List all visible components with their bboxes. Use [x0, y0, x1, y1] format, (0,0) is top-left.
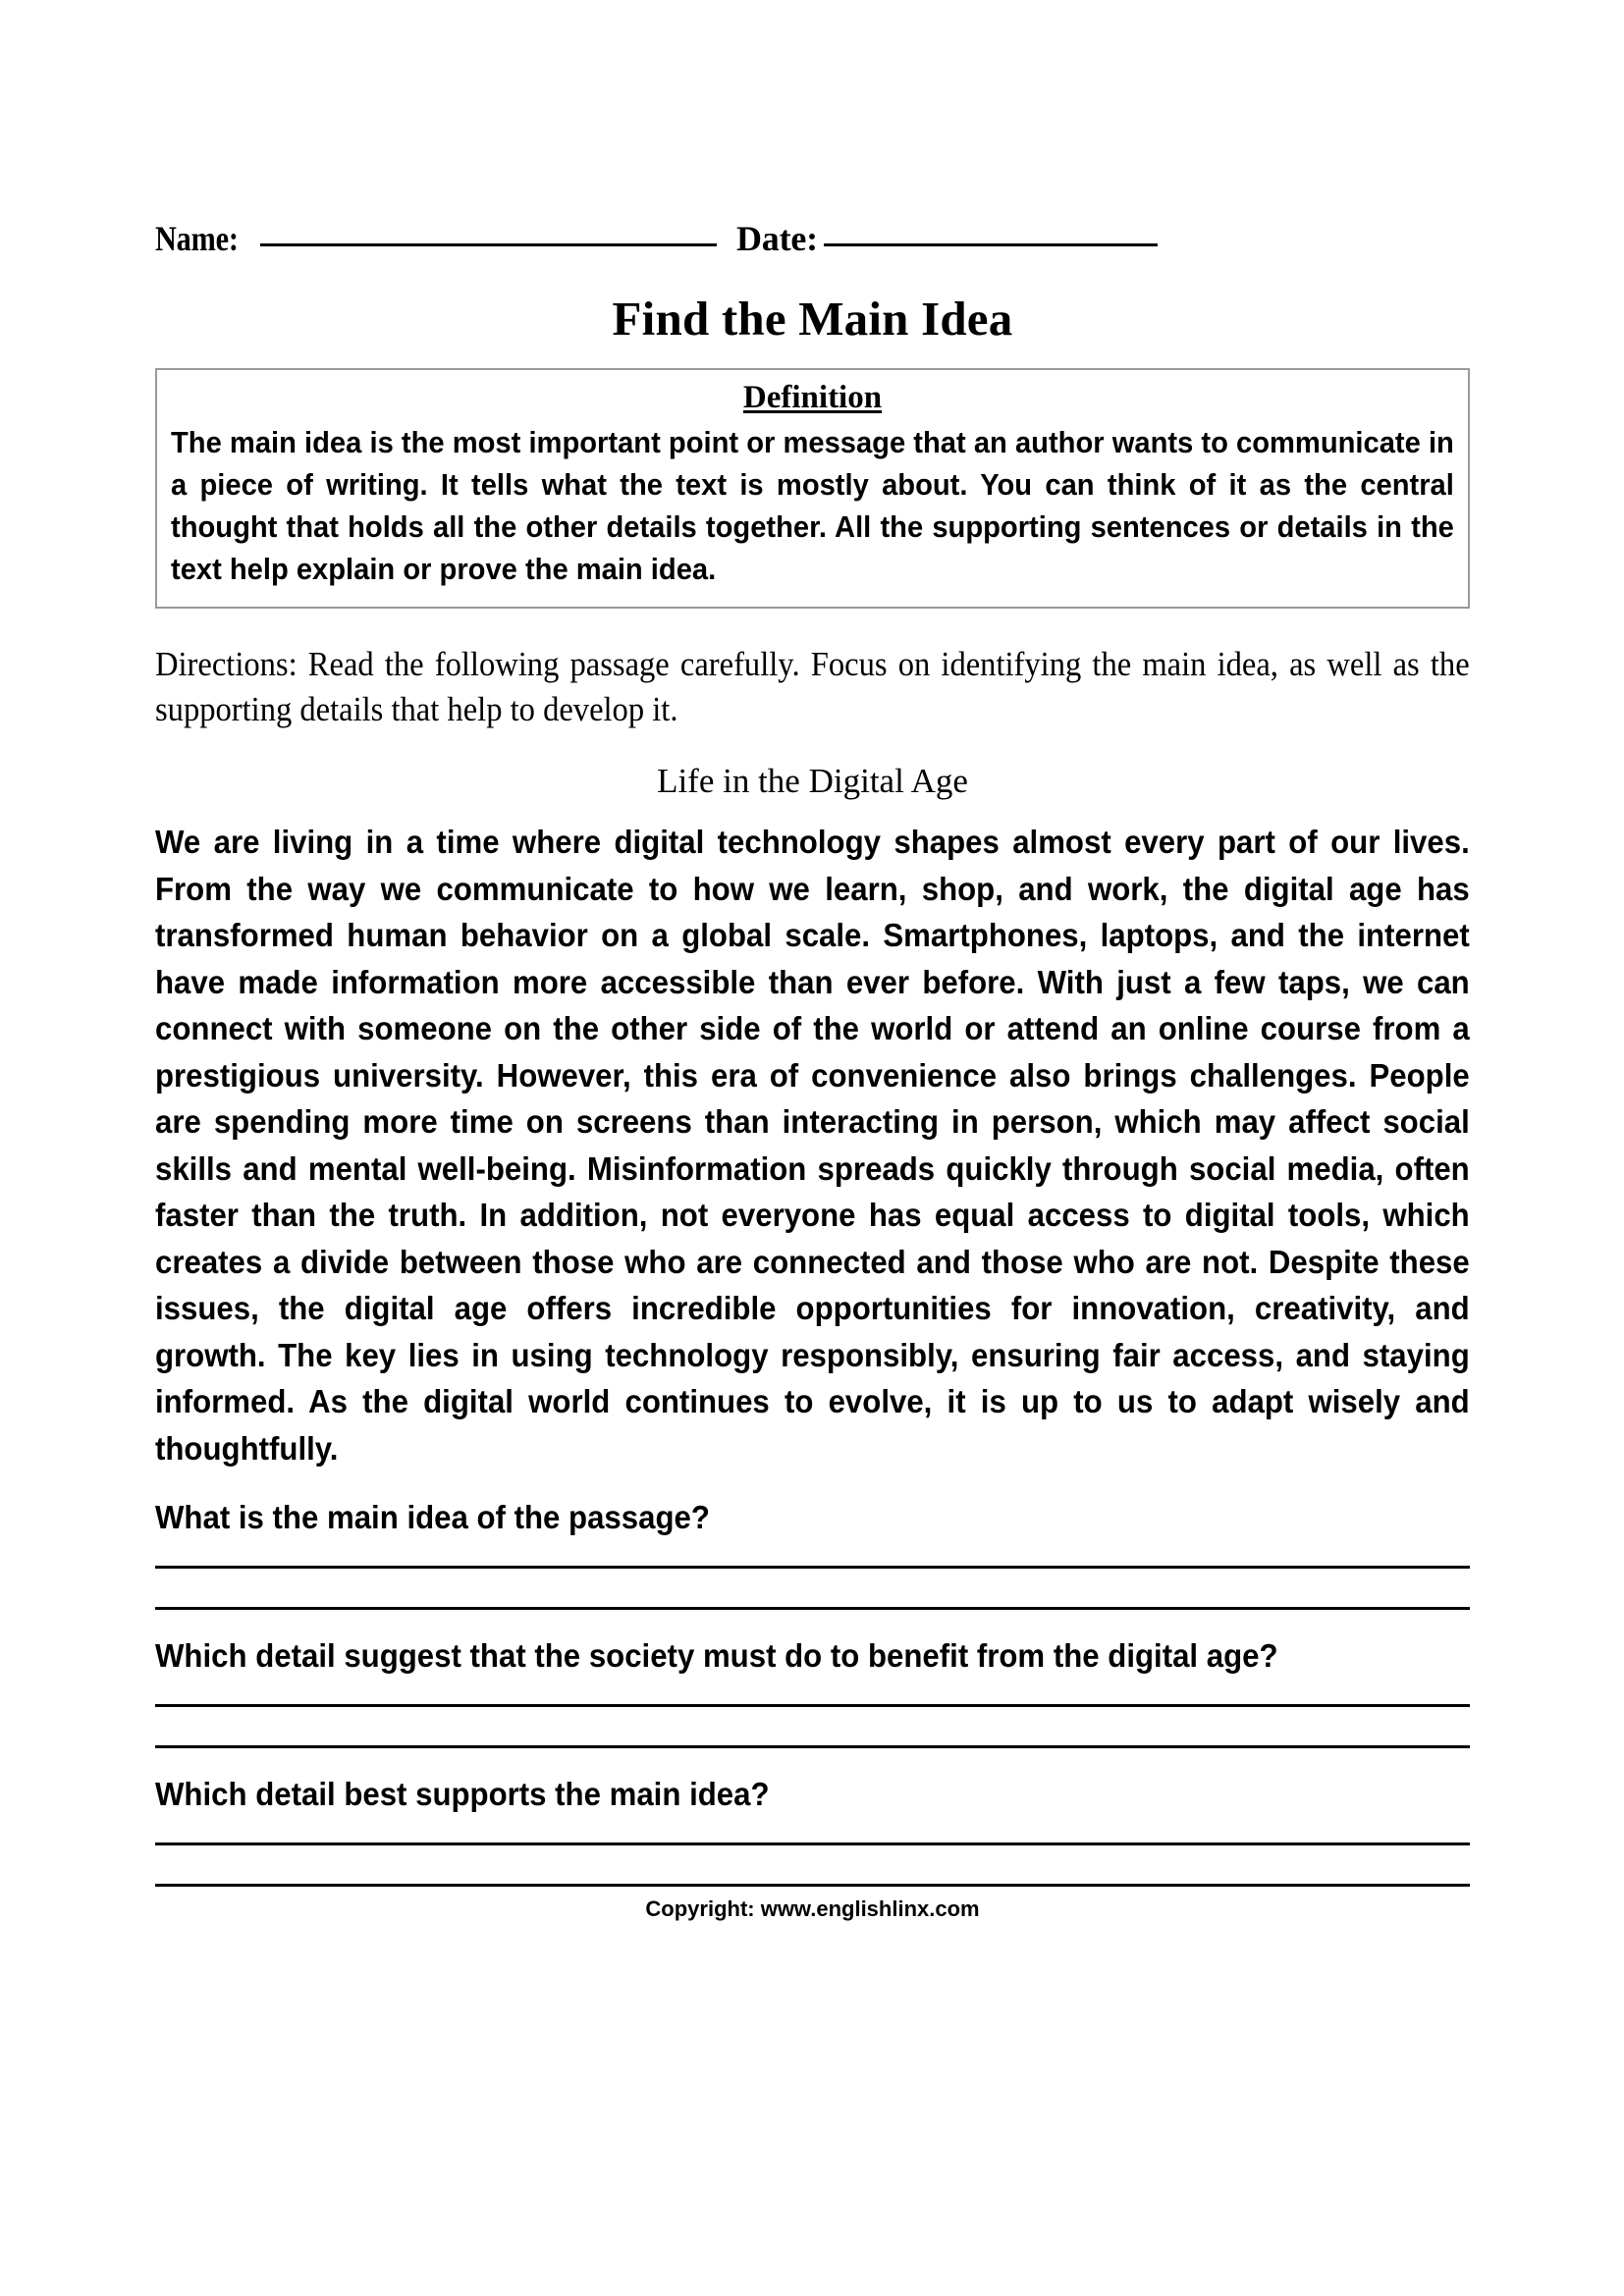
passage-body: We are living in a time where digital technology shapes almost every part of our lives. From the way we communicate to how we learn, shop, and work, the digital age has transformed human behavior on a global scale. Smartphones, laptops, and the internet have made information more accessible than ever before. With just a few taps, we can connect with someone on the other side of the world or attend an online course from a prestigious university. However, this era of convenience also brings challenges. People are spending more time on screens than interacting in person, which may affect social skills and mental well-being. Misinformation spreads quickly through social media, often faster than the truth. In addition, not everyone has equal access to digital tools, which creates a divide between those who are connected and those who are not. Despite these issues, the digital age offers incredible opportunities for innovation, creativity, and growth. The key lies in using technology responsibly, ensuring fair access, and staying informed. As the digital world continues to evolve, it is up to us to adapt wisely and thoughtfully.	[155, 824, 1470, 1467]
answer-line[interactable]	[155, 1607, 1470, 1610]
worksheet-content	[155, 218, 1470, 1922]
definition-box	[155, 368, 1470, 609]
answer-lines	[155, 1704, 1470, 1748]
definition-heading: Definition	[742, 380, 883, 415]
question-block	[155, 1635, 1470, 1748]
question-text: What is the main idea of the passage?	[155, 1499, 710, 1535]
question-block	[155, 1497, 1470, 1610]
copyright-footer: Copyright: www.englishlinx.com	[645, 1896, 980, 1921]
page-title: Find the Main Idea	[612, 292, 1013, 346]
answer-line[interactable]	[155, 1842, 1470, 1845]
name-input-line[interactable]	[260, 243, 717, 246]
answer-line[interactable]	[155, 1566, 1470, 1569]
name-date-row	[155, 218, 1470, 259]
definition-body: The main idea is the most important point or message that an author wants to communicate in a piece of writing. It tells what the text is mostly about. You can think of it as the central thought that holds all the other details together. All the supporting sentences or details in the text help explain or prove the main idea.	[171, 426, 1454, 586]
date-label: Date:	[735, 219, 818, 258]
directions-text: Directions: Read the following passage carefully. Focus on identifying the main idea, as well as the supporting details that help to develop it.	[155, 645, 1470, 728]
date-input-line[interactable]	[824, 243, 1158, 246]
name-label: Name:	[155, 219, 239, 258]
answer-line[interactable]	[155, 1745, 1470, 1748]
answer-line[interactable]	[155, 1884, 1470, 1887]
passage-title: Life in the Digital Age	[657, 762, 968, 800]
question-text: Which detail best supports the main idea?	[155, 1776, 770, 1812]
question-text: Which detail suggest that the society must do to benefit from the digital age?	[155, 1637, 1278, 1674]
answer-lines	[155, 1842, 1470, 1887]
answer-lines	[155, 1566, 1470, 1610]
question-block	[155, 1774, 1470, 1887]
answer-line[interactable]	[155, 1704, 1470, 1707]
